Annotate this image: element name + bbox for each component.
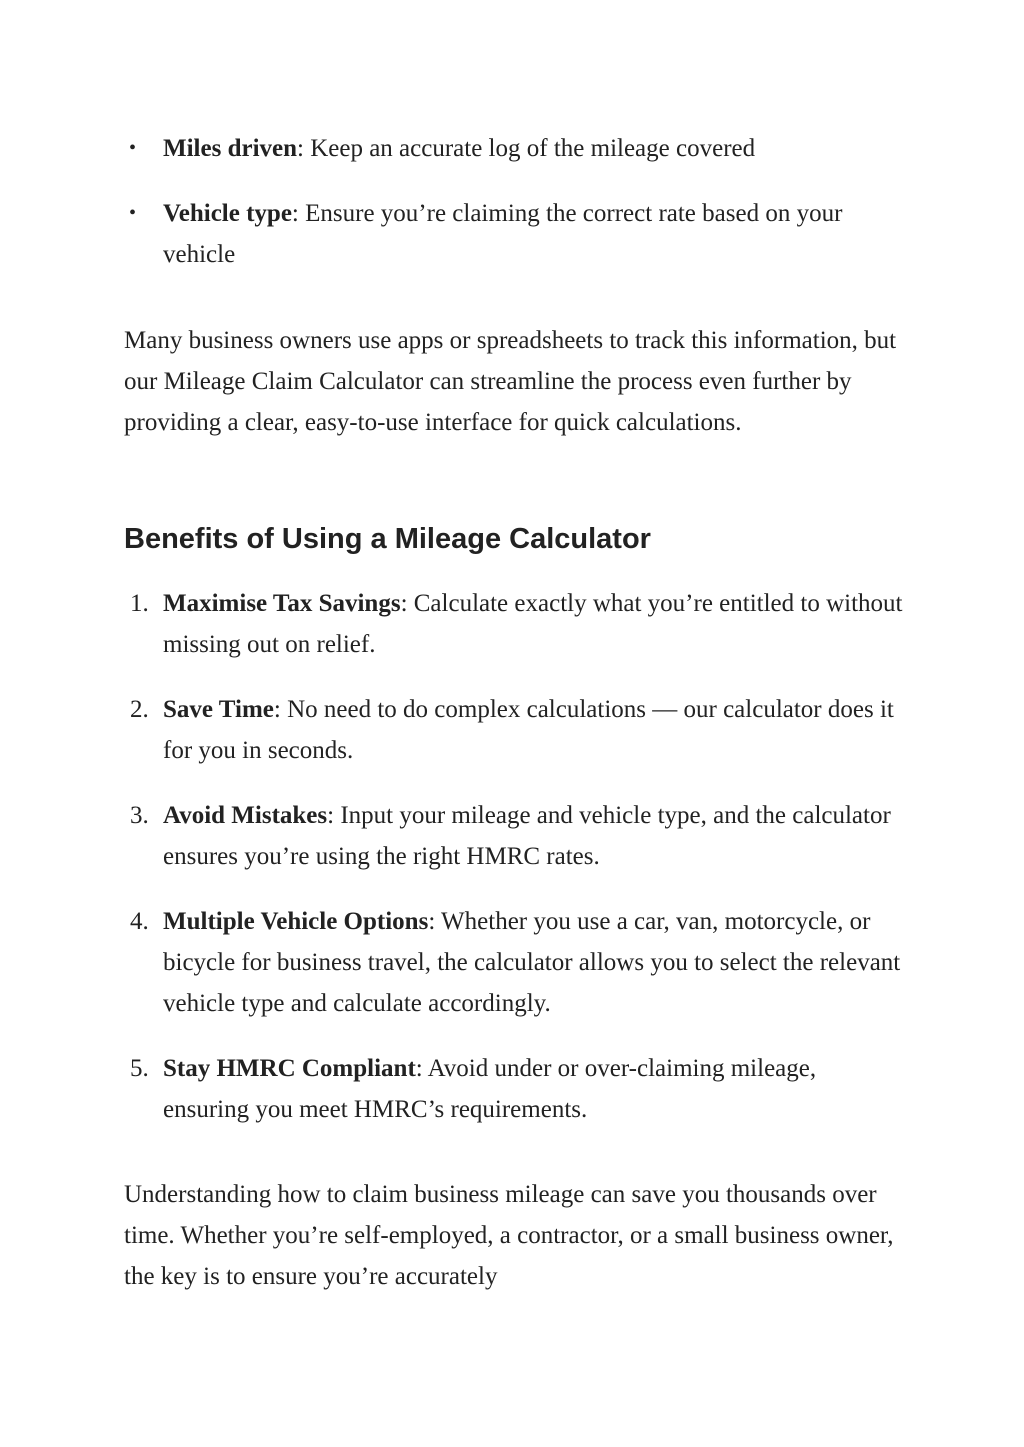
section-heading: Benefits of Using a Mileage Calculator [124, 523, 651, 555]
bullet-marker: • [129, 137, 137, 159]
bullet-marker: • [129, 202, 137, 224]
list-item-text: : Ensure you’re claiming the correct rate based on your vehicle [163, 200, 843, 268]
closing-paragraph: Understanding how to claim business mileage can save you thousands over time. Whether you’re self-employed, a contractor, or a small business owner, the key is to ensure you’re accurately [124, 1181, 894, 1290]
list-item [124, 583, 904, 665]
list-item-text: : Whether you use a car, van, motorcycle, or bicycle for business travel, the calculator allows you to select the relevant vehicle type and calculate accordingly. [163, 908, 901, 1017]
intro-paragraph: Many business owners use apps or spreadsheets to track this information, but our Mileage Claim Calculator can streamline the process even further by providing a clear, easy-to-use interface for quick calculations. [124, 327, 897, 436]
list-item-text: : No need to do complex calculations — our calculator does it for you in seconds. [163, 696, 894, 764]
list-item-term: Miles driven [163, 135, 298, 162]
list-item-number: 1. [130, 590, 149, 617]
list-item-number: 4. [130, 908, 149, 935]
list-item [124, 795, 904, 877]
list-item [124, 901, 904, 1024]
list-item-number: 2. [130, 696, 149, 723]
list-item-text: : Calculate exactly what you’re entitled to without missing out on relief. [163, 590, 903, 658]
list-item-number: 5. [130, 1055, 149, 1082]
list-item-text: : Input your mileage and vehicle type, and the calculator ensures you’re using the right HMRC rates. [163, 802, 891, 870]
list-item-term: Multiple Vehicle Options [163, 908, 429, 935]
list-item-term: Maximise Tax Savings [163, 590, 401, 617]
list-item [124, 128, 904, 169]
list-item-text: : Keep an accurate log of the mileage covered [297, 135, 756, 162]
list-item [124, 689, 904, 771]
list-item [124, 1048, 904, 1130]
list-item-term: Save Time [163, 696, 274, 723]
list-item-number: 3. [130, 802, 149, 829]
list-item-term: Vehicle type [163, 200, 292, 227]
list-item-text: : Avoid under or over-claiming mileage, ensuring you meet HMRC’s requirements. [163, 1055, 817, 1123]
bullet-list [124, 128, 904, 299]
list-item [124, 193, 904, 275]
benefits-list [124, 583, 904, 1154]
list-item-term: Avoid Mistakes [163, 802, 328, 829]
list-item-term: Stay HMRC Compliant [163, 1055, 416, 1082]
